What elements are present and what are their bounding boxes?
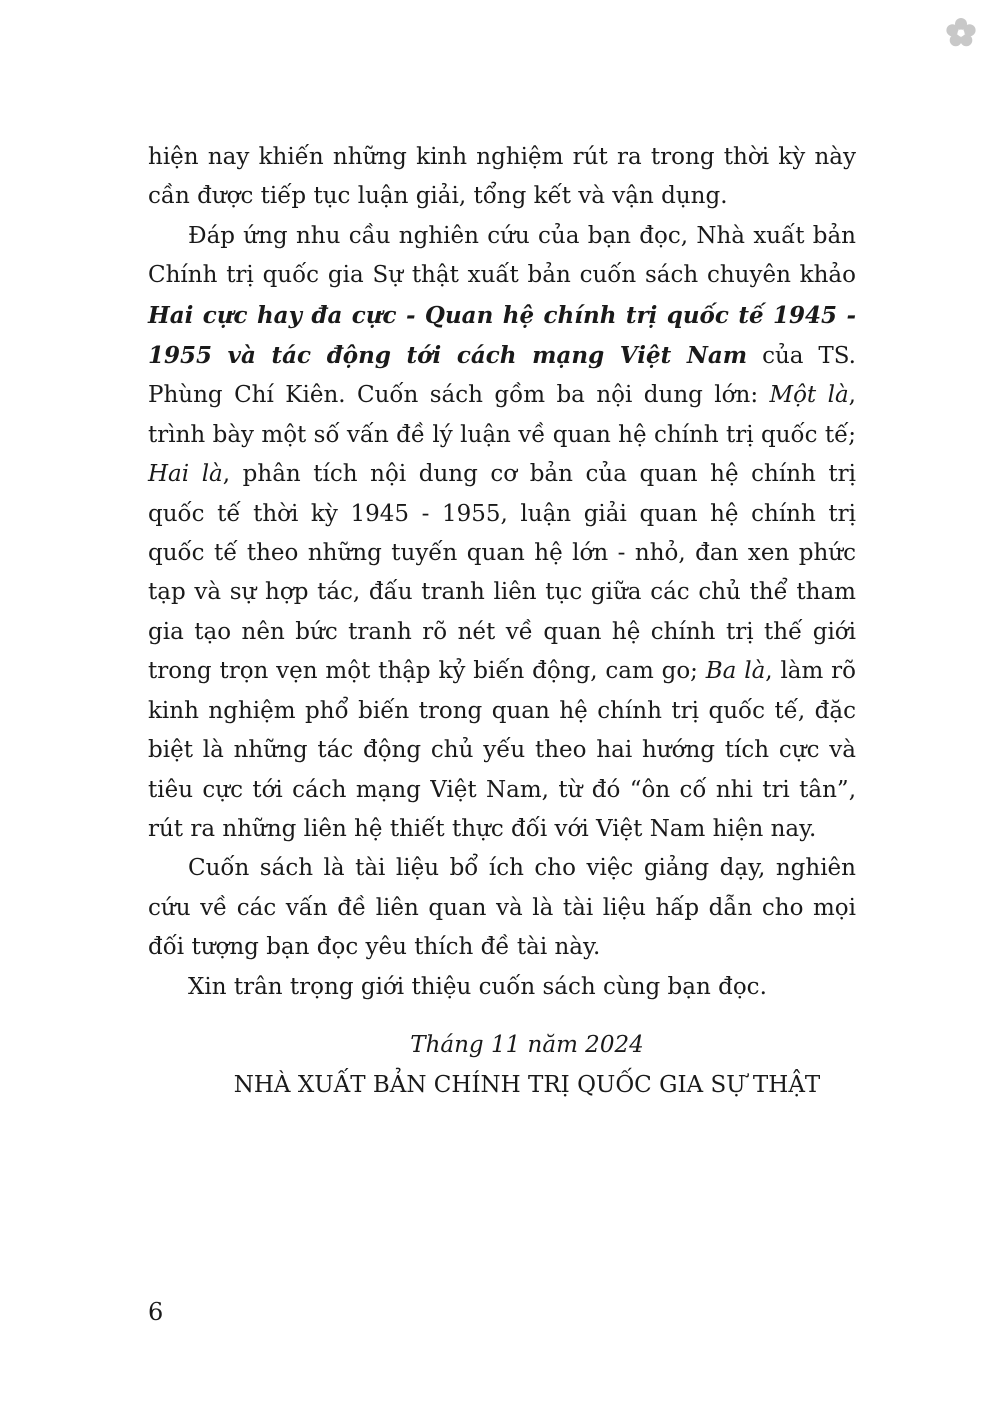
item-one-label: Một là [769,382,849,409]
item-three-text: , làm rõ kinh nghiệm phổ biến trong quan hệ chính trị quốc tế, đặc biệt là những tác động chủ yếu theo hai hướng tích cực và tiêu cực tới cách mạng Việt Nam, từ đó “ôn cố nhi tri tân”, rút ra những liên hệ thiết thực đối với Việt Nam hiện nay. [148,658,856,842]
signature-publisher: NHÀ XUẤT BẢN CHÍNH TRỊ QUỐC GIA SỰ THẬT [233,1072,821,1098]
paragraph-usefulness: Cuốn sách là tài liệu bổ ích cho việc giảng dạy, nghiên cứu về các vấn đề liên quan và là tài liệu hấp dẫn cho mọi đối tượng bạn đọc yêu thích đề tài này. [148,855,856,961]
item-two-label: Hai là [148,461,223,488]
author-text: của TS. Phùng Chí Kiên. Cuốn sách gồm ba nội dung lớn: [148,343,856,409]
signature-date: Tháng 11 năm 2024 [410,1032,644,1058]
paragraph-continuation: hiện nay khiến những kinh nghiệm rút ra trong thời kỳ này cần được tiếp tục luận giải, tổng kết và vận dụng. [148,144,856,210]
body-text [148,138,856,1007]
item-one-text: , trình bày một số vấn đề lý luận về quan hệ chính trị quốc tế; [148,382,856,448]
paragraph-closing: Xin trân trọng giới thiệu cuốn sách cùng bạn đọc. [188,973,767,1000]
page-number: 6 [148,1298,164,1326]
item-two-text: , phân tích nội dung cơ bản của quan hệ chính trị quốc tế thời kỳ 1945 - 1955, luận giải quan hệ chính trị quốc tế theo những tuyến quan hệ lớn - nhỏ, đan xen phức tạp và sự hợp tác, đấu tranh liên tục giữa các chủ thể tham gia tạo nên bức tranh rõ nét về quan hệ chính trị thế giới trong trọn vẹn một thập kỷ biến động, cam go; [148,461,856,685]
book-title: Hai cực hay đa cực - Quan hệ chính trị quốc tế 1945 - 1955 và tác động tới cách mạng Việt Nam [148,301,856,370]
flower-ornament-icon [944,16,978,50]
item-three-label: Ba là [705,658,766,685]
paragraph-book-introduction [148,217,856,850]
intro-text: Đáp ứng nhu cầu nghiên cứu của bạn đọc, Nhà xuất bản Chính trị quốc gia Sự thật xuất bản cuốn sách chuyên khảo [148,222,856,289]
